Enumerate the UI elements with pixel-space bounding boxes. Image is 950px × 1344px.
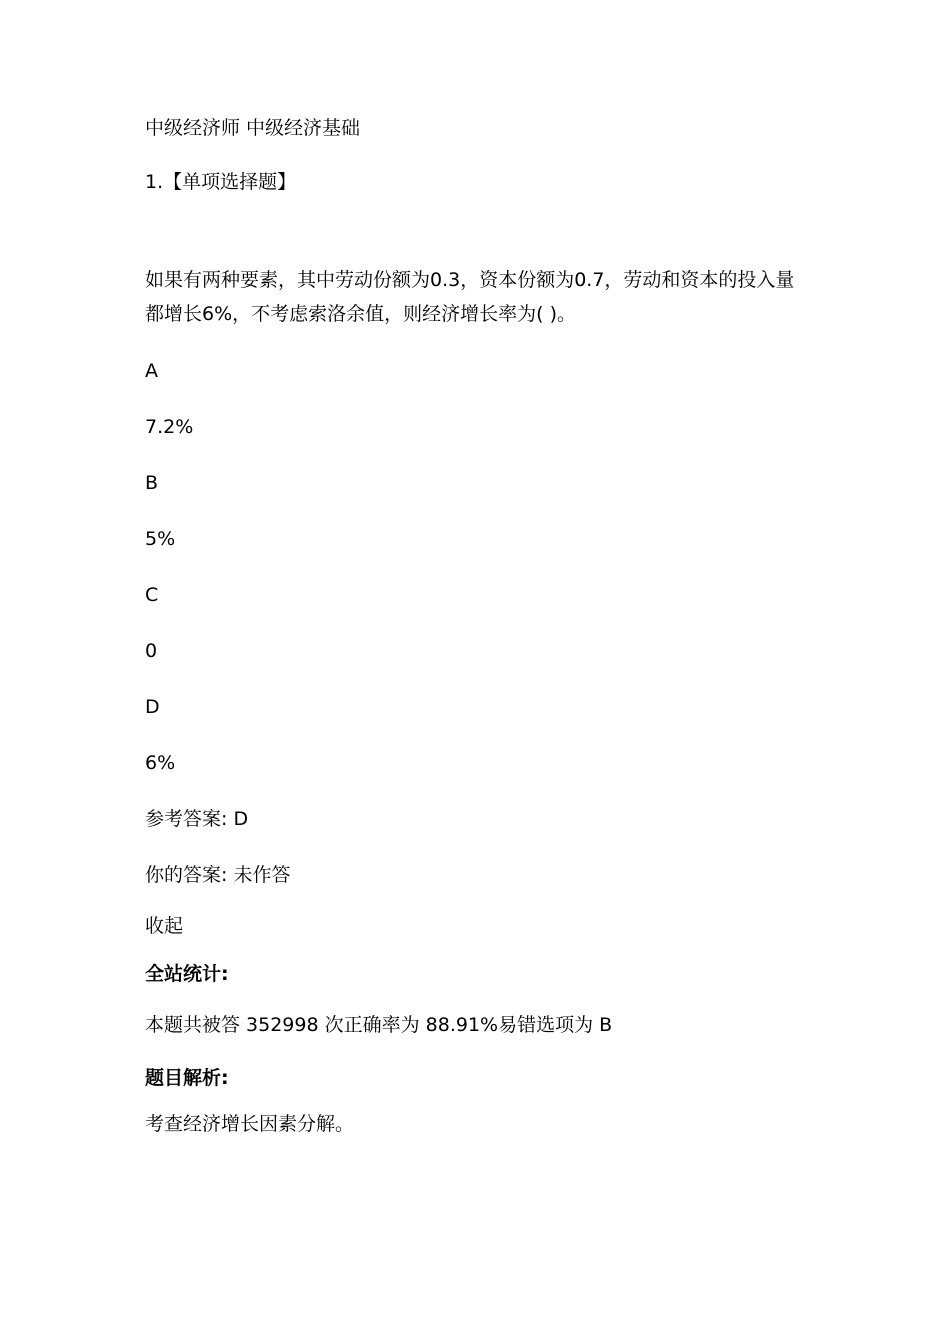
option-d-text: 6% (145, 752, 176, 774)
collapse-link[interactable]: 收起 (145, 915, 184, 937)
question-number-type: 1.【单项选择题】 (145, 171, 297, 193)
analysis-heading: 题目解析: (145, 1067, 229, 1089)
option-d-letter[interactable]: D (145, 696, 160, 718)
stats-heading: 全站统计: (145, 963, 229, 985)
reference-answer: 参考答案: D (145, 808, 249, 830)
stats-text: 本题共被答 352998 次正确率为 88.91%易错选项为 B (145, 1014, 613, 1036)
option-a-text: 7.2% (145, 416, 194, 438)
option-c-text: 0 (145, 640, 158, 662)
option-b-letter[interactable]: B (145, 472, 159, 494)
option-b-text: 5% (145, 528, 176, 550)
your-answer: 你的答案: 未作答 (145, 864, 291, 886)
analysis-text: 考查经济增长因素分解。 (145, 1113, 355, 1135)
option-a-letter[interactable]: A (145, 360, 158, 382)
question-stem: 如果有两种要素，其中劳动份额为0.3，资本份额为0.7，劳动和资本的投入量都增长6%，不考虑索洛余值，则经济增长率为( )。 (145, 269, 795, 325)
option-c-letter[interactable]: C (145, 584, 159, 606)
page-title: 中级经济师 中级经济基础 (145, 117, 361, 139)
